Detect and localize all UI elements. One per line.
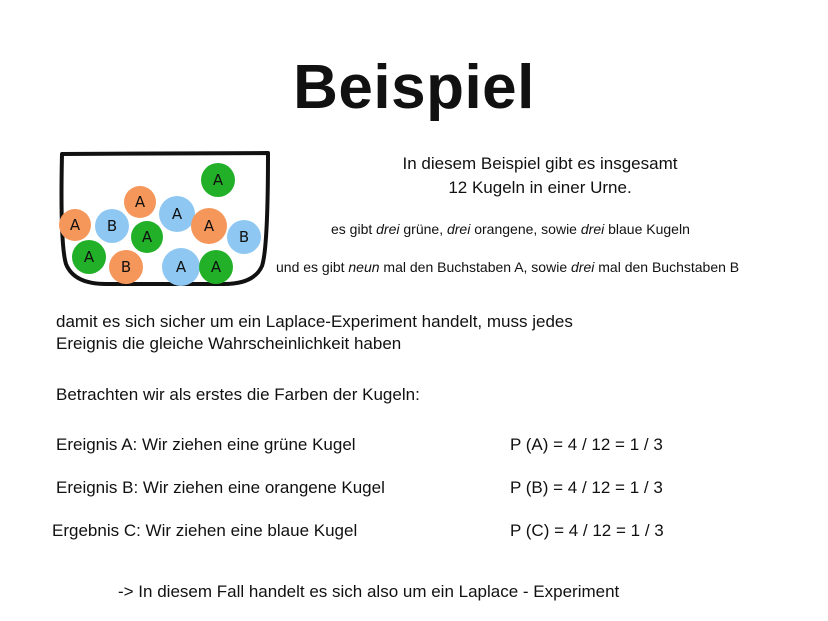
urn-ball-letter: A [141,228,153,246]
colors-heading: Betrachten wir als erstes die Farben der Kugeln: [56,385,420,404]
laplace-note-line-1: damit es sich sicher um ein Laplace-Experiment handelt, muss jedes [56,312,573,331]
urn-ball-letter: A [83,248,95,266]
urn-ball-letter: A [203,217,215,235]
urn-ball-letter: A [134,193,146,211]
event-a-label: Ereignis A: Wir ziehen eine grüne Kugel [56,435,356,454]
laplace-note-line-2: Ereignis die gleiche Wahrscheinlichkeit haben [56,334,402,353]
colors-count-text: es gibt drei grüne, drei orangene, sowie drei blaue Kugeln [331,221,690,237]
urn-illustration [54,148,276,290]
urn-ball-letter: A [175,258,187,276]
event-b-probability: P (B) = 4 / 12 = 1 / 3 [510,478,663,497]
conclusion-text: -> In diesem Fall handelt es sich also um ein Laplace - Experiment [118,582,620,601]
urn-ball-letter: B [238,228,250,246]
event-c-label: Ergebnis C: Wir ziehen eine blaue Kugel [52,521,358,540]
urn-ball-letter: A [171,205,183,223]
laplace-note [56,311,573,355]
letters-count-text: und es gibt neun mal den Buchstaben A, sowie drei mal den Buchstaben B [276,259,740,275]
intro-line-1: In diesem Beispiel gibt es insgesamt [402,154,678,173]
slide-title: Beispiel [293,53,535,122]
intro-text [340,152,740,200]
event-c-probability: P (C) = 4 / 12 = 1 / 3 [510,521,664,540]
urn-ball-letter: A [212,171,224,189]
urn-ball-letter: B [120,258,132,276]
event-a-probability: P (A) = 4 / 12 = 1 / 3 [510,435,663,454]
urn-ball-letter: B [106,217,118,235]
event-b-label: Ereignis B: Wir ziehen eine orangene Kugel [56,478,385,497]
intro-line-2: 12 Kugeln in einer Urne. [448,178,632,197]
urn-ball-letter: A [210,258,222,276]
urn-ball-letter: A [69,216,81,234]
